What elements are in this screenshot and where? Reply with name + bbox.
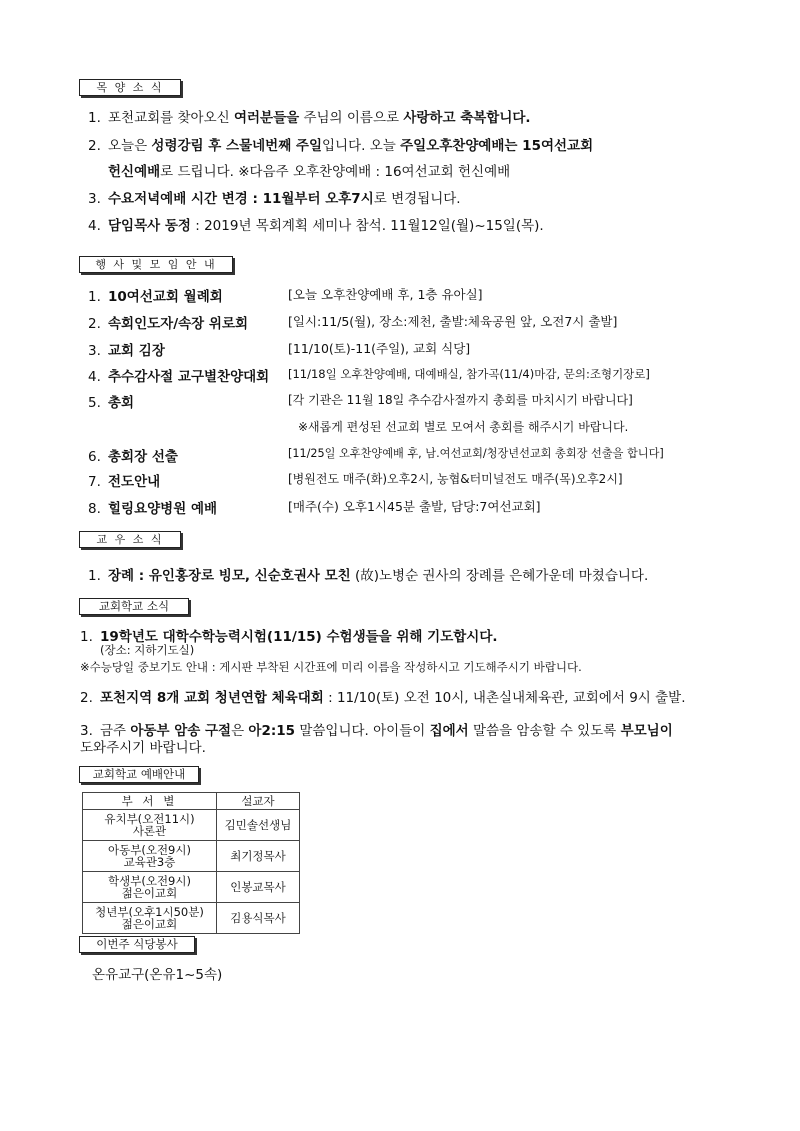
news-item-3: 3. 수요저녁예배 시간 변경 : 11월부터 오후7시로 변경됩니다.	[88, 191, 461, 207]
event-item-5: 5. 총회	[88, 395, 135, 411]
dept-place: 사론관	[132, 824, 167, 838]
school-item-1: 1. 19학년도 대학수학능력시험(11/15) 수험생들을 위해 기도합시다.	[80, 629, 498, 645]
table-row	[83, 810, 300, 841]
section-header-news: 목 양 소 식	[79, 79, 181, 96]
school-item-2: 2. 포천지역 8개 교회 청년연합 체육대회 : 11/10(토) 오전 10시, 내촌실내체육관, 교회에서 9시 출발.	[80, 690, 686, 706]
news-item-4: 4. 담임목사 동정 : 2019년 목회계획 세미나 참석. 11월12일(월)~15일(목).	[88, 218, 544, 234]
dept-name: 아동부(오전9시)	[108, 843, 191, 857]
event-item-8: 8. 힐링요양병원 예배	[88, 501, 218, 517]
event-item-2: 2. 속회인도자/속장 위로회	[88, 316, 249, 332]
section-header-kitchen: 이번주 식당봉사	[79, 936, 195, 953]
event-item-7: 7. 전도안내	[88, 474, 161, 490]
event-item-1: 1. 10여선교회 월례회	[88, 289, 223, 305]
worship-table	[82, 792, 300, 934]
event-item-4: 4. 추수감사절 교구별찬양대회	[88, 369, 270, 385]
event-detail-8: [매주(수) 오후1시45분 출발, 담당:7여선교회]	[288, 499, 541, 514]
col-header-preacher: 설교자	[217, 793, 300, 810]
event-detail-3: [11/10(토)-11(주일), 교회 식당]	[288, 341, 471, 356]
dept-place: 젊은이교회	[121, 886, 178, 900]
preacher: 김민솔선생님	[217, 810, 300, 841]
worship-table-header	[83, 793, 300, 810]
school-item-1-note: ※수능당일 중보기도 안내 : 게시판 부착된 시간표에 미리 이름을 작성하시고 기도해주시기 바랍니다.	[80, 660, 582, 674]
event-detail-2: [일시:11/5(월), 장소:제천, 출발:체육공원 앞, 오전7시 출발]	[288, 314, 618, 329]
section-header-school-worship: 교회학교 예배안내	[79, 766, 199, 783]
section-header-members: 교 우 소 식	[79, 531, 181, 548]
event-item-6: 6. 총회장 선출	[88, 449, 178, 465]
event-detail-7: [병원전도 매주(화)오후2시, 농협&터미널전도 매주(목)오후2시]	[288, 472, 623, 486]
kitchen-service: 온유교구(온유1~5속)	[92, 967, 223, 983]
school-item-1-place: (장소: 지하기도실)	[100, 643, 195, 657]
table-row	[83, 841, 300, 872]
table-row	[83, 872, 300, 903]
event-detail-5: [각 기관은 11월 18일 추수감사절까지 총회를 마치시기 바랍니다]	[288, 393, 633, 407]
section-header-school: 교회학교 소식	[79, 598, 189, 615]
event-detail-4: [11/18일 오후찬양예배, 대예배실, 참가곡(11/4)마감, 문의:조형기장로]	[288, 367, 650, 381]
preacher: 최기정목사	[217, 841, 300, 872]
news-item-2-cont: 헌신예배로 드립니다. ※다음주 오후찬양예배 : 16여선교회 헌신예배	[108, 164, 511, 180]
col-header-dept: 부 서 별	[83, 793, 217, 810]
dept-name: 청년부(오후1시50분)	[95, 905, 204, 919]
preacher: 인봉교목사	[217, 872, 300, 903]
dept-place: 젊은이교회	[121, 917, 178, 931]
news-item-2: 2. 오늘은 성령강림 후 스물네번째 주일입니다. 오늘 주일오후찬양예배는 15여선교회	[88, 138, 594, 154]
members-item-1: 1. 장례 : 유인홍장로 빙모, 신순호권사 모친 (故)노병순 권사의 장례를 은혜가운데 마쳤습니다.	[88, 568, 649, 584]
dept-name: 학생부(오전9시)	[108, 874, 191, 888]
preacher: 김용식목사	[217, 903, 300, 934]
event-detail-6: [11/25일 오후찬양예배 후, 남.여선교회/청장년선교회 총회장 선출을 합니다]	[288, 447, 664, 460]
dept-place: 교육관3층	[123, 855, 176, 869]
event-item-3: 3. 교회 김장	[88, 343, 165, 359]
event-detail-5-note: ※새롭게 편성된 선교회 별로 모여서 총회를 해주시기 바랍니다.	[298, 420, 629, 434]
table-row	[83, 903, 300, 934]
school-item-3: 3. 금주 아동부 암송 구절은 아2:15 말씀입니다. 아이들이 집에서 말씀을 암송할 수 있도록 부모님이	[80, 723, 673, 739]
school-item-3-cont: 도와주시기 바랍니다.	[80, 740, 206, 756]
section-header-events: 행 사 및 모 임 안 내	[79, 256, 233, 273]
event-detail-1: [오늘 오후찬양예배 후, 1층 유아실]	[288, 287, 483, 302]
dept-name: 유치부(오전11시)	[104, 812, 195, 826]
news-item-1: 1. 포천교회를 찾아오신 여러분들을 주님의 이름으로 사랑하고 축복합니다.	[88, 110, 531, 126]
